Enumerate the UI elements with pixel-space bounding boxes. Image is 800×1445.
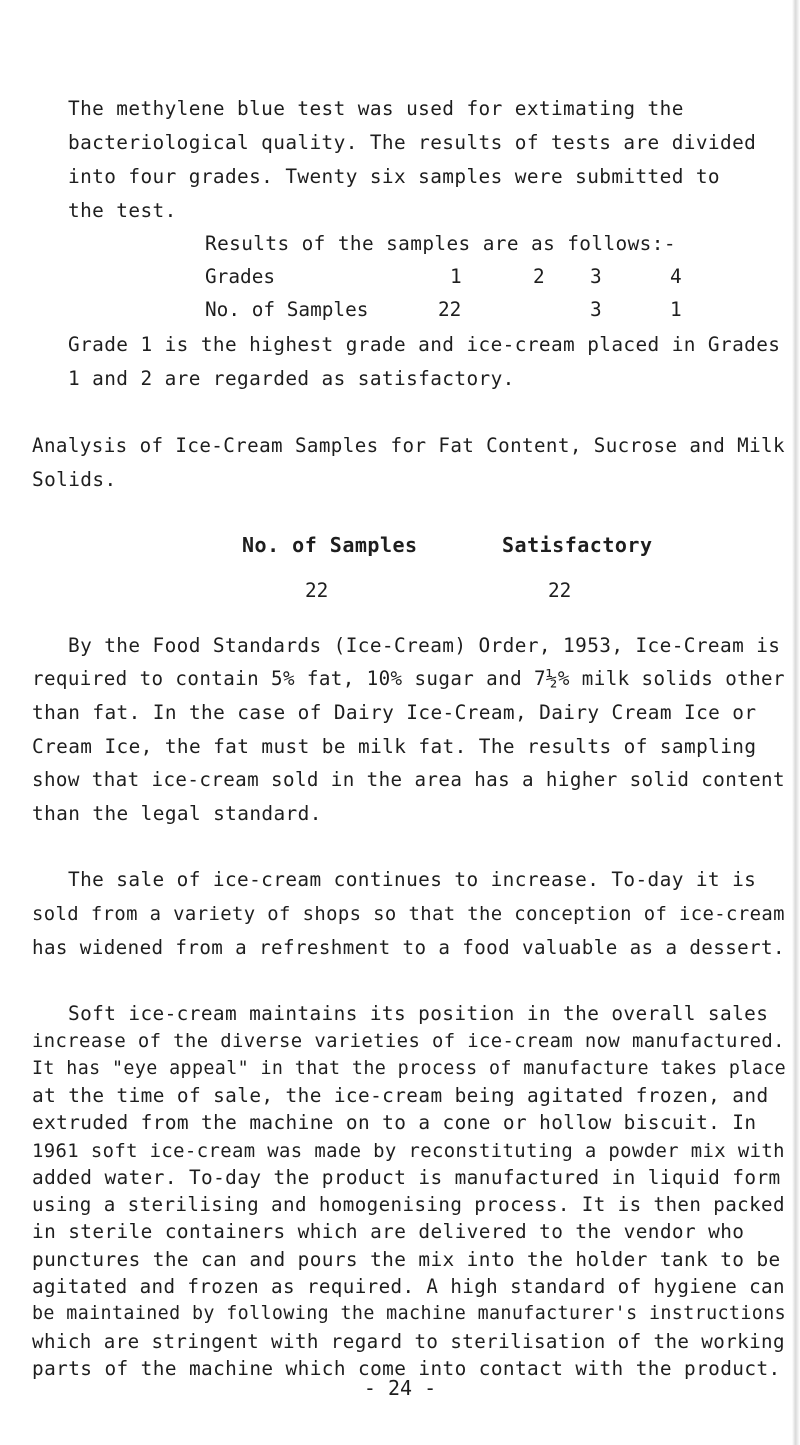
grade-cell: 3 bbox=[590, 265, 602, 288]
text-line: Analysis of Ice-Cream Samples for Fat Content, Sucrose and Milk bbox=[32, 434, 785, 457]
text-line: The methylene blue test was used for extimating the bbox=[68, 97, 684, 120]
satisfactory-header: Satisfactory bbox=[502, 533, 653, 557]
samples-cell: 22 bbox=[438, 298, 462, 321]
text-line: using a sterilising and homogenising process. It is then packed bbox=[32, 1193, 785, 1217]
samples-header: No. of Samples bbox=[242, 533, 418, 557]
text-line: bacteriological quality. The results of tests are divided bbox=[68, 131, 757, 154]
grade-cell: 2 bbox=[533, 265, 545, 288]
page-number: - 24 - bbox=[363, 1376, 437, 1400]
grade-cell: 1 bbox=[450, 265, 462, 288]
text-line: 1 and 2 are regarded as satisfactory. bbox=[68, 367, 515, 390]
text-line: increase of the diverse varieties of ice-cream now manufactured. bbox=[32, 1030, 785, 1053]
text-line: agitated and frozen as required. A high standard of hygiene can bbox=[32, 1275, 785, 1298]
text-line: has widened from a refreshment to a food valuable as a dessert. bbox=[32, 936, 785, 959]
text-line: Cream Ice, the fat must be milk fat. The results of sampling bbox=[32, 735, 757, 758]
text-line: punctures the can and pours the mix into the holder tank to be bbox=[32, 1247, 781, 1271]
text-line: which are stringent with regard to sterilisation of the working bbox=[32, 1329, 785, 1353]
text-line: extruded from the machine on to a cone or hollow biscuit. In bbox=[32, 1111, 757, 1135]
text-line: It has "eye appeal" in that the process of manufacture takes place bbox=[32, 1057, 787, 1079]
results-intro: Results of the samples are as follows:- bbox=[205, 232, 676, 255]
text-line: at the time of sale, the ice-cream being agitated frozen, and bbox=[32, 1083, 769, 1107]
grade-cell: 4 bbox=[670, 265, 682, 288]
text-line: be maintained by following the machine manufacturer's instructions bbox=[32, 1303, 787, 1325]
text-line: show that ice-cream sold in the area has a higher solid content bbox=[32, 768, 785, 791]
text-line: sold from a variety of shops so that the conception of ice-cream bbox=[32, 903, 785, 925]
grades-label: Grades bbox=[205, 265, 276, 288]
text-line: The sale of ice-cream continues to increase. To-day it is bbox=[68, 868, 757, 891]
text-line: than fat. In the case of Dairy Ice-Cream, Dairy Cream Ice or bbox=[32, 701, 757, 724]
samples-label: No. of Samples bbox=[205, 298, 369, 321]
text-line: than the legal standard. bbox=[32, 802, 322, 825]
samples-value: 22 bbox=[305, 579, 329, 602]
samples-cell: 1 bbox=[670, 298, 682, 321]
text-line: By the Food Standards (Ice-Cream) Order, 1953, Ice-Cream is bbox=[68, 634, 781, 657]
text-line: parts of the machine which come into contact with the product. bbox=[32, 1356, 781, 1380]
text-line: into four grades. Twenty six samples were submitted to bbox=[68, 165, 721, 188]
text-line: Grade 1 is the highest grade and ice-cream placed in Grades bbox=[68, 333, 781, 356]
text-line: added water. To-day the product is manufactured in liquid form bbox=[32, 1165, 781, 1189]
text-line: in sterile containers which are delivered to the vendor who bbox=[32, 1220, 745, 1244]
text-line: Soft ice-cream maintains its position in the overall sales bbox=[68, 1002, 769, 1025]
text-line: Solids. bbox=[32, 468, 117, 491]
samples-cell: 3 bbox=[590, 298, 602, 321]
text-line: required to contain 5% fat, 10% sugar and 7½% milk solids other bbox=[32, 667, 785, 690]
text-line: 1961 soft ice-cream was made by reconstituting a powder mix with bbox=[32, 1139, 785, 1162]
text-line: the test. bbox=[68, 199, 177, 222]
satisfactory-value: 22 bbox=[548, 579, 572, 602]
page-edge-shadow bbox=[792, 0, 800, 1445]
